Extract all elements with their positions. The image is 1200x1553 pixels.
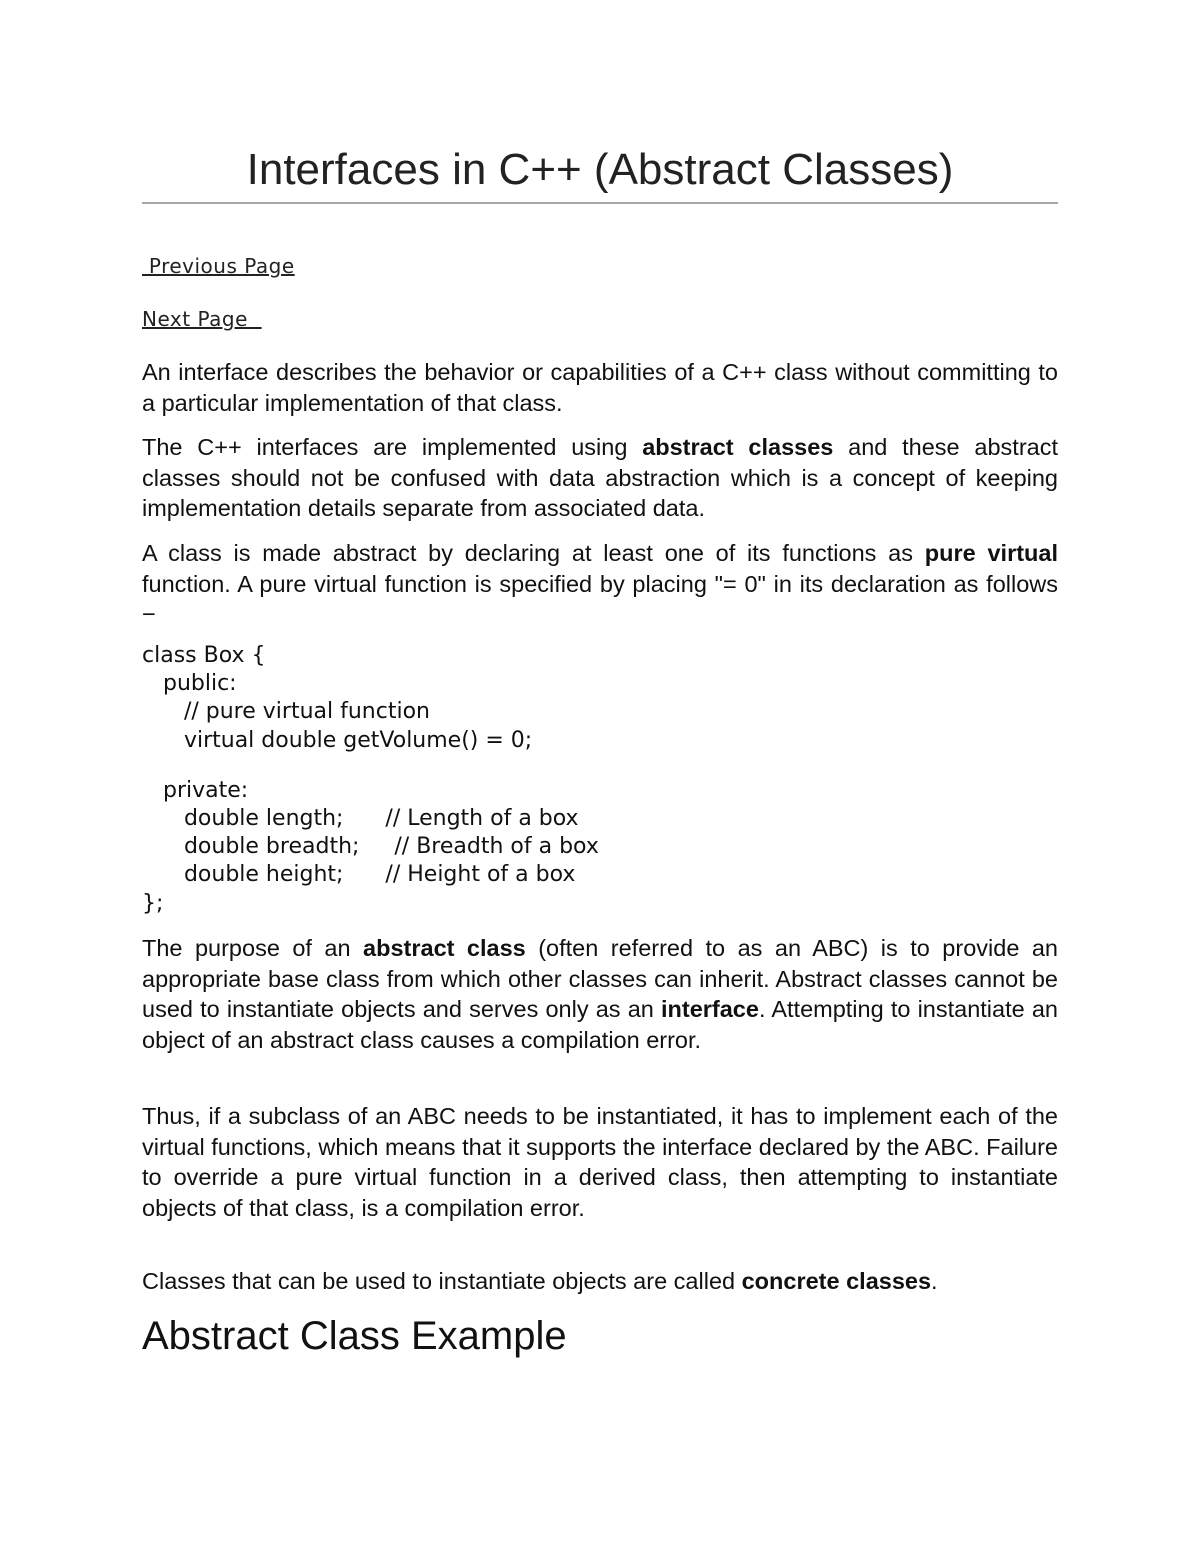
paragraph-text: The C++ interfaces are implemented using: [142, 434, 643, 460]
bold-term-interface: interface: [660, 996, 759, 1022]
paragraph-text: function. A pure virtual function is specified by placing "= 0" in its declaration as follows −: [142, 570, 1058, 627]
intro-paragraph: An interface describes the behavior or capabilities of a C++ class without committing to a particular implementation of that class.: [142, 359, 1058, 416]
paragraph-text: and these abstract classes should not be confused with data abstraction which is a concept of keeping implementation details separate from associated data.: [142, 434, 1058, 521]
concrete-classes-paragraph: [142, 1266, 1058, 1297]
paragraph-text: Classes that can be used to instantiate objects are called: [142, 1268, 742, 1294]
subclass-paragraph: Thus, if a subclass of an ABC needs to be instantiated, it has to implement each of the virtual functions, which means that it supports the interface declared by the ABC. Failure to override a pure virtual function in a derived class, then attempting to instantiate objects of that class, is a compilation error.: [142, 1103, 1058, 1221]
code-blank-line: [142, 755, 599, 777]
bold-term-concrete-classes: concrete classes: [741, 1268, 932, 1294]
bold-term-abstract-class: abstract class: [363, 935, 526, 961]
paragraph-text: The purpose of an: [142, 935, 364, 961]
code-lines-public: class Box { public: // pure virtual function virtual double getVolume() = 0;: [142, 643, 533, 753]
abc-purpose-paragraph: [142, 933, 1058, 1055]
page-title: Interfaces in C++ (Abstract Classes): [246, 145, 954, 194]
code-lines-private: private: double length; // Length of a box double breadth; // Breadth of a box double height; // Height of a box };: [142, 777, 599, 916]
abstract-classes-paragraph: [142, 432, 1058, 524]
paragraph-text: (often referred to as an ABC) is to provide an appropriate base class from which other classes can inherit. Abstract classes cannot be used to instantiate objects and serves only as an: [142, 935, 1058, 1022]
next-page-link[interactable]: Next Page: [142, 307, 262, 331]
section-heading: Abstract Class Example: [142, 1314, 567, 1358]
code-block: [142, 642, 599, 918]
bold-term-abstract-classes: abstract classes: [642, 434, 834, 460]
paragraph-text: . Attempting to instantiate an object of an abstract class causes a compilation error.: [142, 996, 1058, 1053]
paragraph-text: A class is made abstract by declaring at least one of its functions as: [142, 540, 925, 566]
paragraph-text: .: [931, 1268, 938, 1294]
title-divider: [142, 202, 1058, 204]
previous-page-link[interactable]: Previous Page: [142, 254, 295, 278]
pure-virtual-paragraph: [142, 538, 1058, 630]
bold-term-pure-virtual: pure virtual: [924, 540, 1058, 566]
